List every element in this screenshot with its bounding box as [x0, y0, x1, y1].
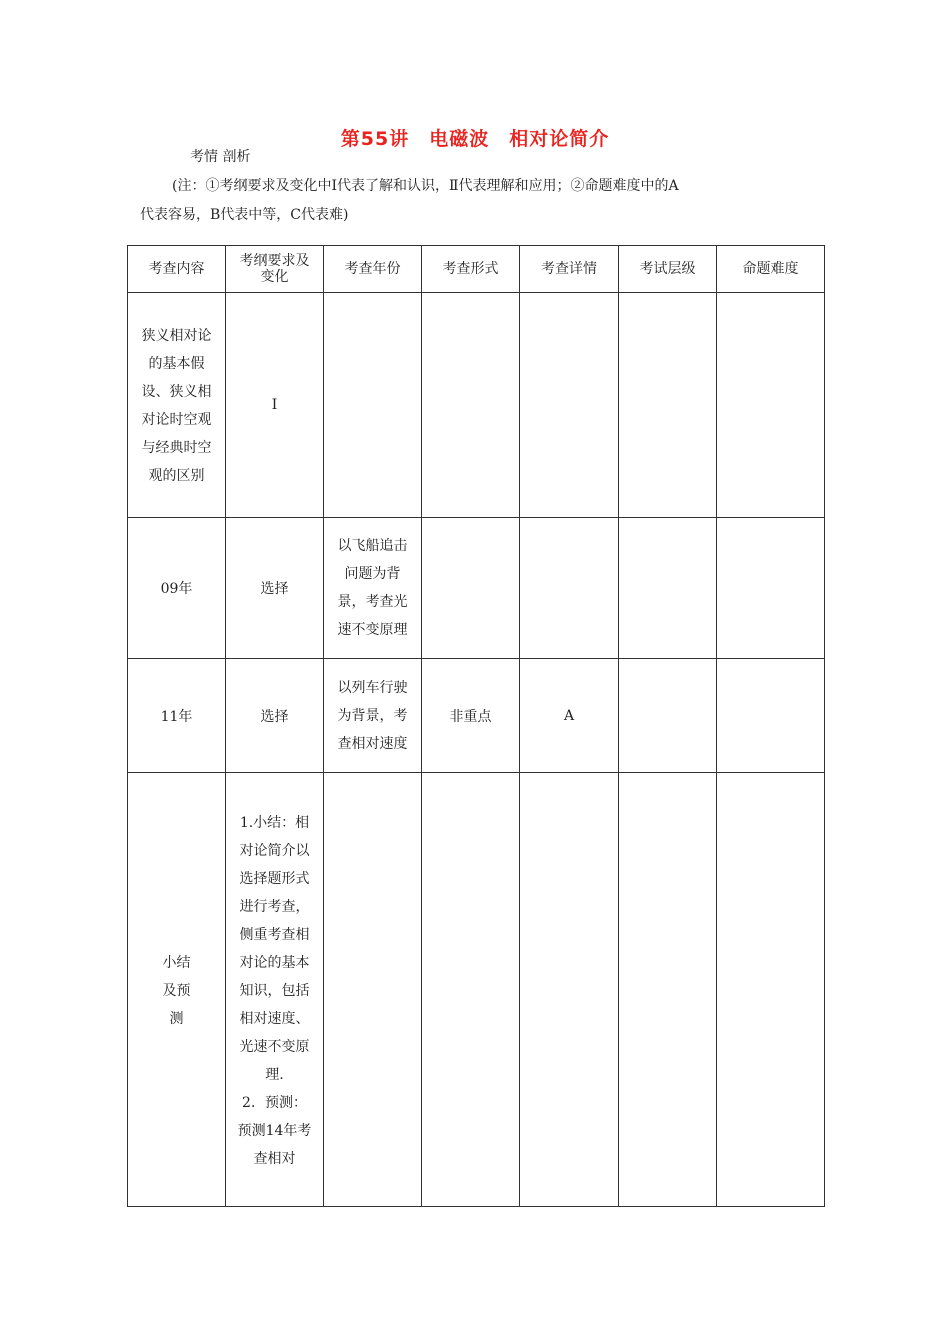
- cell-level: 非重点: [422, 659, 520, 773]
- cell-empty: [520, 518, 619, 659]
- cell-year: [324, 293, 422, 518]
- note-line-1: (注：①考纲要求及变化中Ⅰ代表了解和认识，Ⅱ代表理解和应用；②命题难度中的A: [172, 178, 679, 194]
- table-row: [128, 293, 825, 518]
- header-cell-requirement: 考纲要求及变化: [226, 246, 324, 293]
- cell-empty: [619, 773, 717, 1207]
- lecture-title: 第55讲 电磁波 相对论简介: [340, 128, 610, 150]
- header-cell-content: 考查内容: [128, 246, 226, 293]
- cell-content: 狭义相对论的基本假设、狭义相对论时空观与经典时空观的区别: [128, 293, 226, 518]
- cell-form: [422, 293, 520, 518]
- section-subheading: 考情 剖析: [190, 149, 251, 165]
- cell-empty: [520, 773, 619, 1207]
- cell-difficulty: A: [520, 659, 619, 773]
- cell-empty: [717, 518, 825, 659]
- cell-form: 选择: [226, 659, 324, 773]
- cell-level: [619, 293, 717, 518]
- cell-year: 11年: [128, 659, 226, 773]
- cell-detail: 以飞船追击问题为背景，考查光速不变原理: [324, 518, 422, 659]
- cell-detail: 以列车行驶为背景，考查相对速度: [324, 659, 422, 773]
- cell-year: 09年: [128, 518, 226, 659]
- cell-difficulty: [717, 293, 825, 518]
- table-row: [128, 518, 825, 659]
- table-row: [128, 773, 825, 1207]
- cell-summary-label: 小结及预测: [128, 773, 226, 1207]
- header-cell-level: 考试层级: [619, 246, 717, 293]
- exam-analysis-table: [127, 245, 825, 1207]
- header-cell-year: 考查年份: [324, 246, 422, 293]
- note-paragraph: [140, 172, 820, 230]
- table-row: [128, 659, 825, 773]
- note-line-2: 代表容易，B代表中等，C代表难): [140, 207, 349, 223]
- cell-empty: [717, 773, 825, 1207]
- cell-empty: [619, 518, 717, 659]
- cell-detail: [520, 293, 619, 518]
- cell-empty: [324, 773, 422, 1207]
- cell-empty: [619, 659, 717, 773]
- cell-requirement: Ⅰ: [226, 293, 324, 518]
- cell-form: 选择: [226, 518, 324, 659]
- cell-empty: [422, 518, 520, 659]
- header-cell-form: 考查形式: [422, 246, 520, 293]
- header-cell-detail: 考查详情: [520, 246, 619, 293]
- cell-empty: [422, 773, 520, 1207]
- cell-summary-text: 1.小结：相对论简介以选择题形式进行考查，侧重考查相对论的基本知识，包括相对速度、光速不变原理. 2．预测：预测14年考查相对: [226, 773, 324, 1207]
- cell-empty: [717, 659, 825, 773]
- table-header-row: [128, 246, 825, 293]
- header-cell-difficulty: 命题难度: [717, 246, 825, 293]
